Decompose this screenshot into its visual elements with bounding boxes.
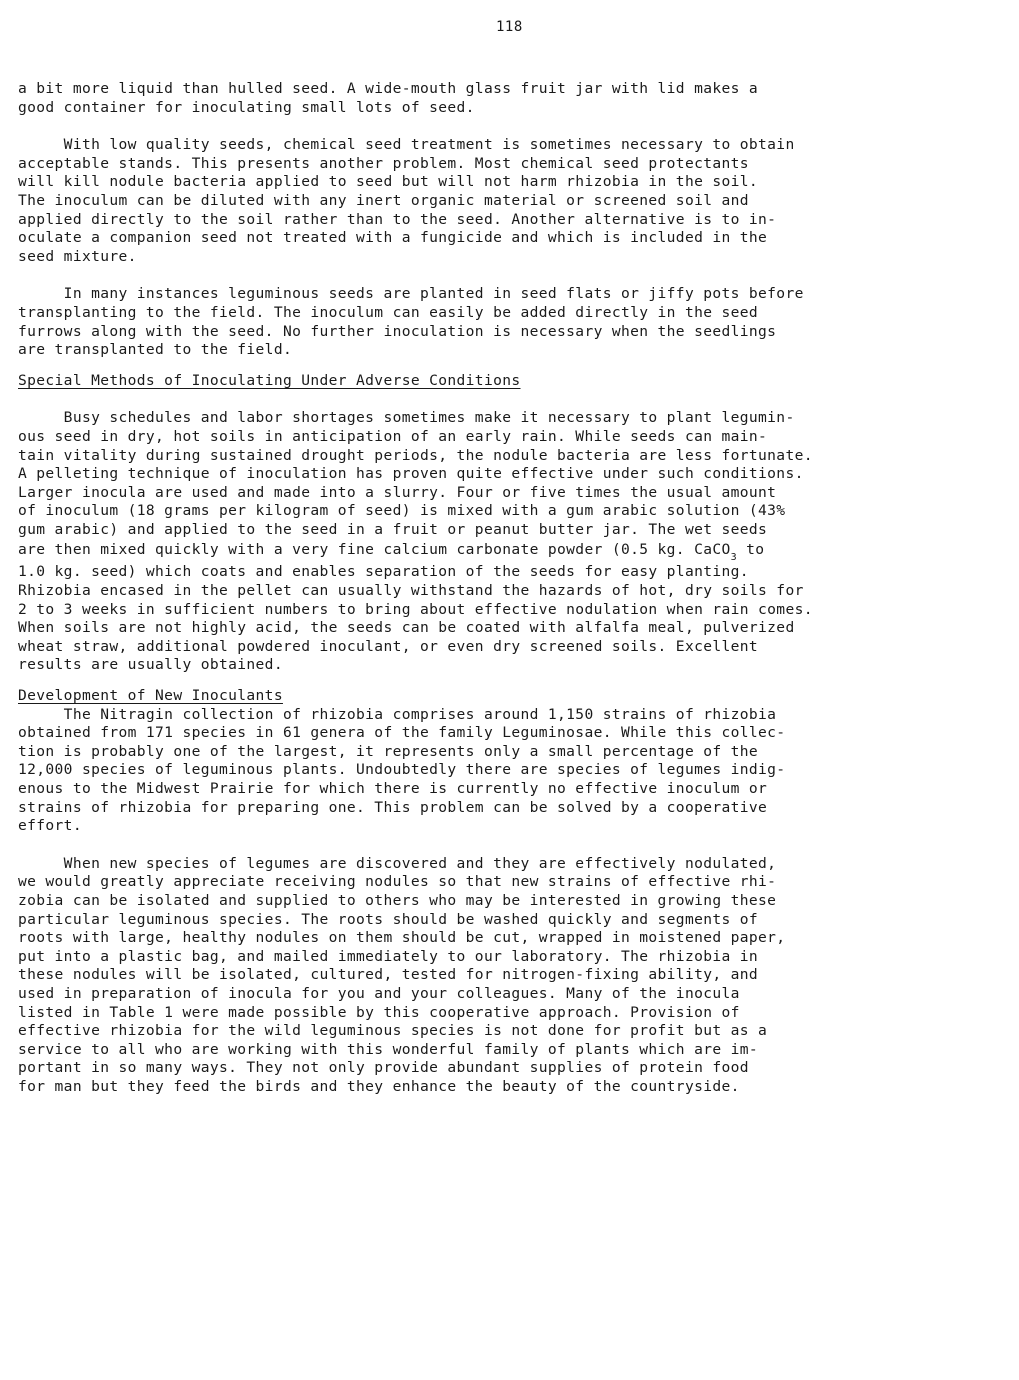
text-line: listed in Table 1 were made possible by this cooperative approach. Provision of <box>18 1003 740 1021</box>
text-line: A pelleting technique of inoculation has proven quite effective under such conditions. <box>18 465 804 483</box>
text-line: wheat straw, additional powdered inoculant, or even dry screened soils. Excellent <box>18 637 759 655</box>
paragraph-seed-treatment <box>18 136 1003 266</box>
text-line: effective rhizobia for the wild leguminous species is not done for profit but as a <box>18 1022 768 1040</box>
text-line: particular leguminous species. The roots should be washed quickly and segments of <box>18 910 759 928</box>
text-line-caco3 <box>18 539 1003 563</box>
caco3-line-suffix: to <box>737 541 765 559</box>
text-line: will kill nodule bacteria applied to seed but will not harm rhizobia in the soil. <box>18 173 759 191</box>
text-line: When new species of legumes are discovered and they are effectively nodulated, <box>18 854 777 872</box>
text-line: for man but they feed the birds and they enhance the beauty of the countryside. <box>18 1077 740 1095</box>
text-line: The inoculum can be diluted with any inert organic material or screened soil and <box>18 191 749 209</box>
body-text <box>18 80 1003 1097</box>
text-line: The Nitragin collection of rhizobia comprises around 1,150 strains of rhizobia <box>18 705 777 723</box>
text-line: When soils are not highly acid, the seeds can be coated with alfalfa meal, pulverized <box>18 619 795 637</box>
text-line: portant in so many ways. They not only provide abundant supplies of protein food <box>18 1059 749 1077</box>
text-line: gum arabic) and applied to the seed in a fruit or peanut butter jar. The wet seeds <box>18 520 768 538</box>
text-line: effort. <box>18 817 82 835</box>
section-heading-new-inoculants: Development of New Inoculants <box>18 687 283 705</box>
text-line: oculate a companion seed not treated with a fungicide and which is included in the <box>18 229 768 247</box>
text-line: are transplanted to the field. <box>18 341 293 359</box>
text-line: enous to the Midwest Prairie for which there is currently no effective inoculum or <box>18 780 768 797</box>
text-line: results are usually obtained. <box>18 656 283 674</box>
text-line: applied directly to the soil rather than to the seed. Another alternative is to in- <box>18 210 777 228</box>
text-line: With low quality seeds, chemical seed treatment is sometimes necessary to obtain <box>18 136 795 154</box>
text-line: strains of rhizobia for preparing one. This problem can be solved by a cooperative <box>18 798 768 816</box>
paragraph-continuation <box>18 80 1003 117</box>
section-heading-special-methods: Special Methods of Inoculating Under Adverse Conditions <box>18 371 521 389</box>
text-line: of inoculum (18 grams per kilogram of seed) is mixed with a gum arabic solution (43% <box>18 502 786 520</box>
text-line: acceptable stands. This presents another problem. Most chemical seed protectants <box>18 154 749 172</box>
page-number: 118 <box>496 19 523 35</box>
text-line: tain vitality during sustained drought periods, the nodule bacteria are less fortunate. <box>18 446 813 464</box>
text-line: zobia can be isolated and supplied to others who may be interested in growing these <box>18 891 777 909</box>
text-line: 2 to 3 weeks in sufficient numbers to bring about effective nodulation when rain comes. <box>18 600 813 618</box>
paragraph-nitragin-collection <box>18 706 1003 836</box>
text-line: ous seed in dry, hot soils in anticipation of an early rain. While seeds can main- <box>18 427 768 445</box>
caco3-subscript: 3 <box>730 552 737 564</box>
paragraph-pelleting <box>18 409 1003 675</box>
text-line: obtained from 171 species in 61 genera of the family Leguminosae. While this collec- <box>18 724 786 742</box>
text-line: transplanting to the field. The inoculum can easily be added directly in the seed <box>18 303 759 321</box>
text-line: 1.0 kg. seed) which coats and enables separation of the seeds for easy planting. <box>18 563 749 581</box>
text-line: put into a plastic bag, and mailed immediately to our laboratory. The rhizobia in <box>18 947 759 965</box>
text-line: Rhizobia encased in the pellet can usually withstand the hazards of hot, dry soils for <box>18 582 804 600</box>
text-line: we would greatly appreciate receiving nodules so that new strains of effective rhi- <box>18 873 777 891</box>
text-line: 12,000 species of leguminous plants. Undoubtedly there are species of legumes indig- <box>18 761 786 779</box>
text-line: a bit more liquid than hulled seed. A wide-mouth glass fruit jar with lid makes a <box>18 80 759 97</box>
text-line: service to all who are working with this wonderful family of plants which are im- <box>18 1040 759 1058</box>
text-line: Larger inocula are used and made into a slurry. Four or five times the usual amount <box>18 483 777 501</box>
text-line: seed mixture. <box>18 247 137 265</box>
text-line: roots with large, healthy nodules on them should be cut, wrapped in moistened paper, <box>18 929 786 947</box>
text-line: good container for inoculating small lots of seed. <box>18 98 475 116</box>
text-line: furrows along with the seed. No further inoculation is necessary when the seedlings <box>18 322 777 340</box>
text-line: used in preparation of inocula for you and your colleagues. Many of the inocula <box>18 984 740 1002</box>
caco3-line-prefix: are then mixed quickly with a very fine calcium carbonate powder (0.5 kg. CaCO <box>18 541 731 559</box>
text-line: these nodules will be isolated, cultured, tested for nitrogen-fixing ability, and <box>18 966 759 984</box>
text-line: In many instances leguminous seeds are planted in seed flats or jiffy pots before <box>18 285 804 303</box>
paragraph-new-species <box>18 855 1003 1097</box>
text-line: tion is probably one of the largest, it represents only a small percentage of the <box>18 742 759 760</box>
text-line: Busy schedules and labor shortages sometimes make it necessary to plant legumin- <box>18 409 795 427</box>
paragraph-transplanting <box>18 285 1003 359</box>
